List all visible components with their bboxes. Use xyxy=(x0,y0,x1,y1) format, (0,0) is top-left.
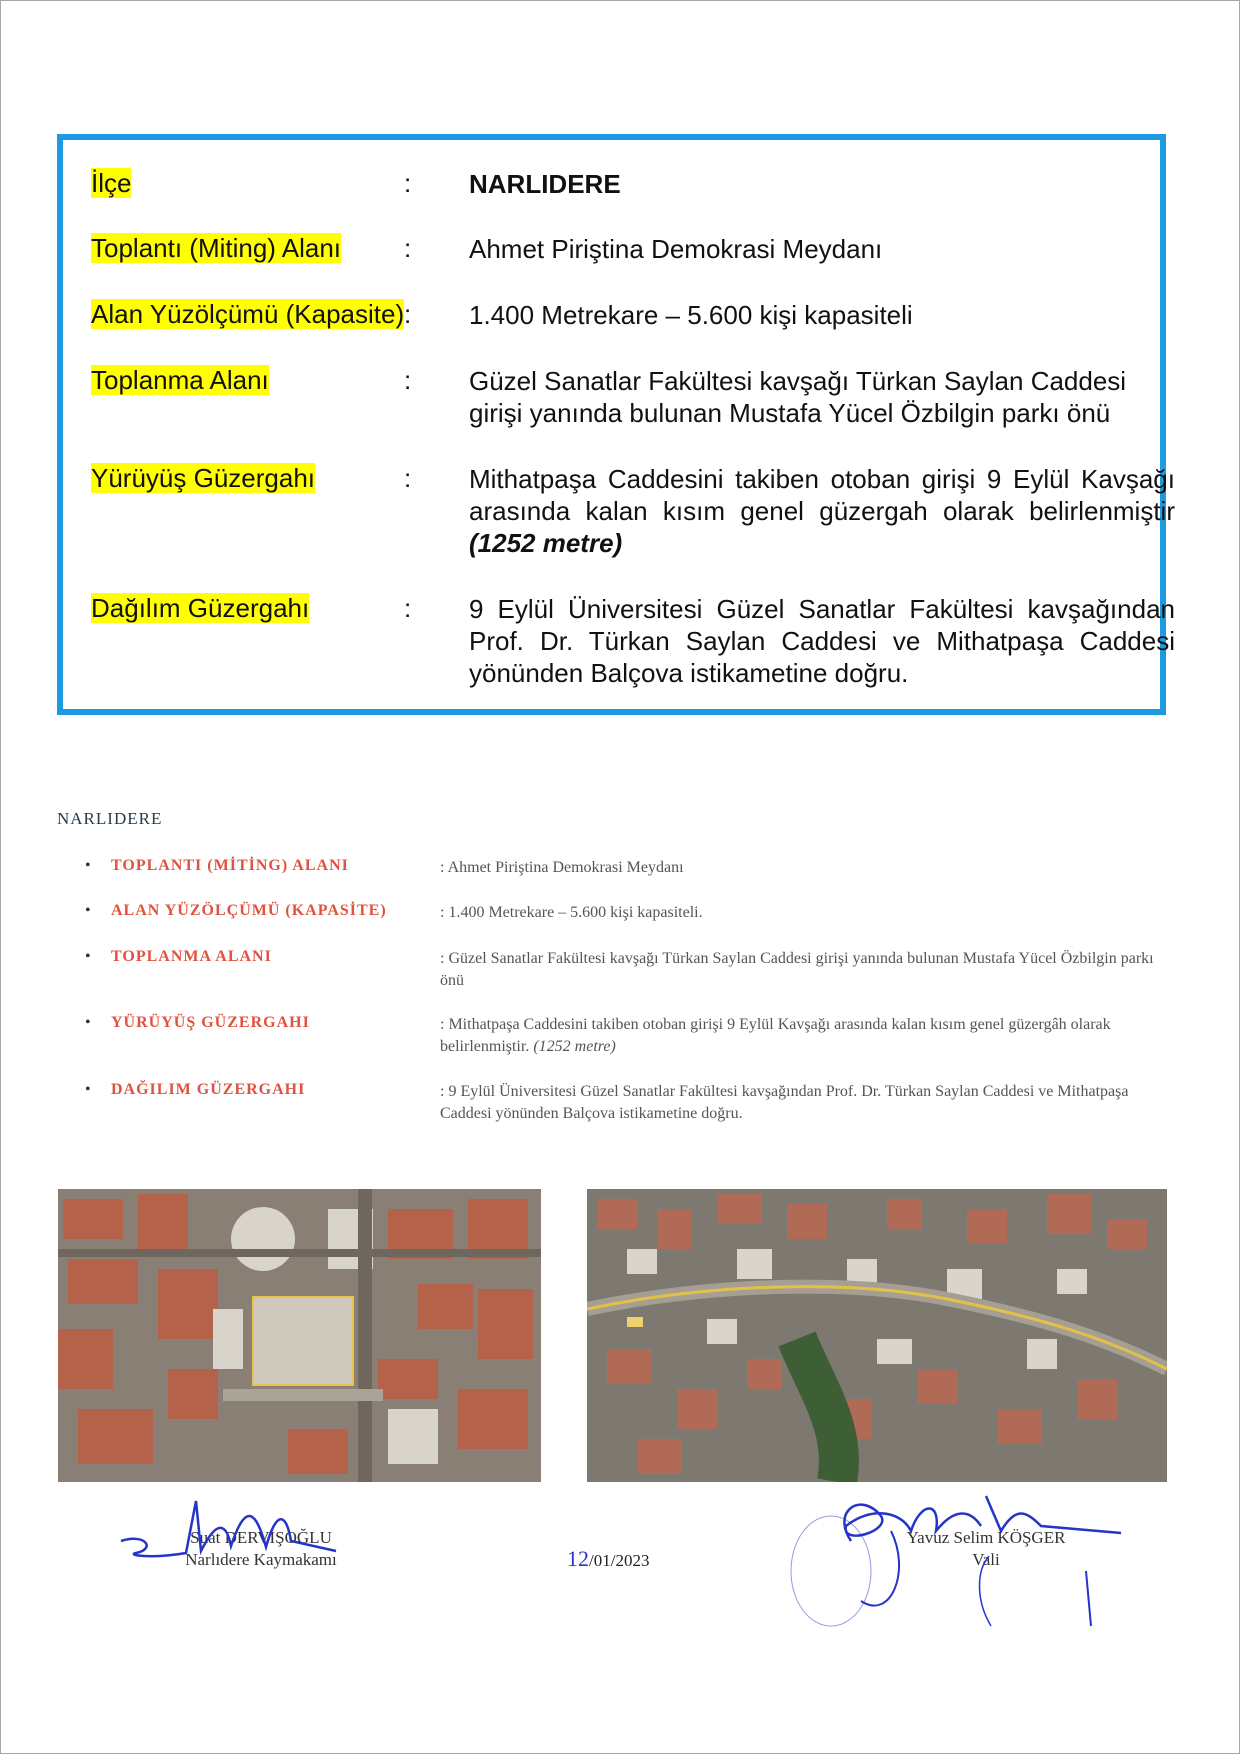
date xyxy=(567,1546,649,1572)
info-colon: : xyxy=(404,168,412,198)
left-signatory-title: Narlıdere Kaymakamı xyxy=(185,1550,337,1569)
bullet: • xyxy=(85,902,91,919)
info-colon: : xyxy=(404,365,412,395)
right-signatory-name: Yavuz Selim KÖŞGER xyxy=(906,1528,1066,1547)
info-colon: : xyxy=(404,463,412,493)
info-value: Mithatpaşa Caddesini takiben otoban girişi 9 Eylül Kavşağı arasında kalan kısım genel güzergah olarak belirlenmiştir xyxy=(469,464,1175,526)
satellite-image xyxy=(587,1189,1167,1482)
info-colon: : xyxy=(404,299,412,329)
date-handwritten-day: 12 xyxy=(567,1546,589,1571)
bullet: • xyxy=(85,1081,91,1098)
info-colon: : xyxy=(404,593,412,623)
satellite-map-meeting-area xyxy=(58,1189,541,1482)
satellite-map-route xyxy=(587,1189,1167,1482)
right-signatory-title: Vali xyxy=(972,1550,1000,1569)
list-item-key: TOPLANMA ALANI xyxy=(111,948,272,965)
list-item-value: : 9 Eylül Üniversitesi Güzel Sanatlar Fakültesi kavşağından Prof. Dr. Türkan Saylan Caddesi ve Mithatpaşa Caddesi yönünden Balçova istikametine doğru. xyxy=(440,1083,1129,1122)
info-box xyxy=(57,134,1175,715)
date-rest: /01/2023 xyxy=(589,1551,650,1570)
info-label: Dağılım Güzergahı xyxy=(91,593,310,623)
info-value: Ahmet Piriştina Demokrasi Meydanı xyxy=(469,234,883,264)
info-value: 1.400 Metrekare – 5.600 kişi kapasiteli xyxy=(469,300,913,330)
info-label: Alan Yüzölçümü (Kapasite) xyxy=(91,299,405,329)
list-item-key: YÜRÜYÜŞ GÜZERGAHI xyxy=(111,1014,310,1031)
bullet: • xyxy=(85,948,91,965)
info-value: 9 Eylül Üniversitesi Güzel Sanatlar Fakültesi kavşağından Prof. Dr. Türkan Saylan Caddesi ve Mithatpaşa Caddesi yönünden Balçova istikametine doğru. xyxy=(469,594,1175,688)
bullet: • xyxy=(85,857,91,874)
info-value-note: (1252 metre) xyxy=(469,528,623,558)
info-value: NARLIDERE xyxy=(469,169,621,199)
info-label: Yürüyüş Güzergahı xyxy=(91,463,316,493)
info-label: İlçe xyxy=(91,168,132,198)
info-label: Toplantı (Miting) Alanı xyxy=(91,233,342,263)
list-item-key: DAĞILIM GÜZERGAHI xyxy=(111,1081,306,1098)
info-value: Güzel Sanatlar Fakültesi kavşağı Türkan Saylan Caddesi girişi yanında bulunan Mustafa Yücel Özbilgin parkı önü xyxy=(469,366,1127,428)
list-item-value-container xyxy=(440,1014,1180,1058)
list-item-value: : Ahmet Piriştina Demokrasi Meydanı xyxy=(440,859,684,876)
list-item-key: ALAN YÜZÖLÇÜMÜ (KAPASİTE) xyxy=(111,902,387,919)
list-item-key: TOPLANTI (MİTİNG) ALANI xyxy=(111,857,349,874)
list-item-value: : 1.400 Metrekare – 5.600 kişi kapasiteli. xyxy=(440,904,703,921)
lower-title: NARLIDERE xyxy=(57,809,163,828)
left-signatory-name: Suat DERVİŞOĞLU xyxy=(190,1528,332,1547)
info-label: Toplanma Alanı xyxy=(91,365,269,395)
info-value-container xyxy=(469,463,1175,559)
list-item-value-note: (1252 metre) xyxy=(533,1038,616,1055)
info-colon: : xyxy=(404,233,412,263)
list-item-value: : Mithatpaşa Caddesini takiben otoban girişi 9 Eylül Kavşağı arasında kalan kısım genel güzergâh olarak belirlenmiştir. xyxy=(440,1016,1111,1055)
list-item-value: : Güzel Sanatlar Fakültesi kavşağı Türkan Saylan Caddesi girişi yanında bulunan Mustafa Yücel Özbilgin parkı önü xyxy=(440,950,1154,989)
bullet: • xyxy=(85,1014,91,1031)
satellite-image xyxy=(58,1189,541,1482)
